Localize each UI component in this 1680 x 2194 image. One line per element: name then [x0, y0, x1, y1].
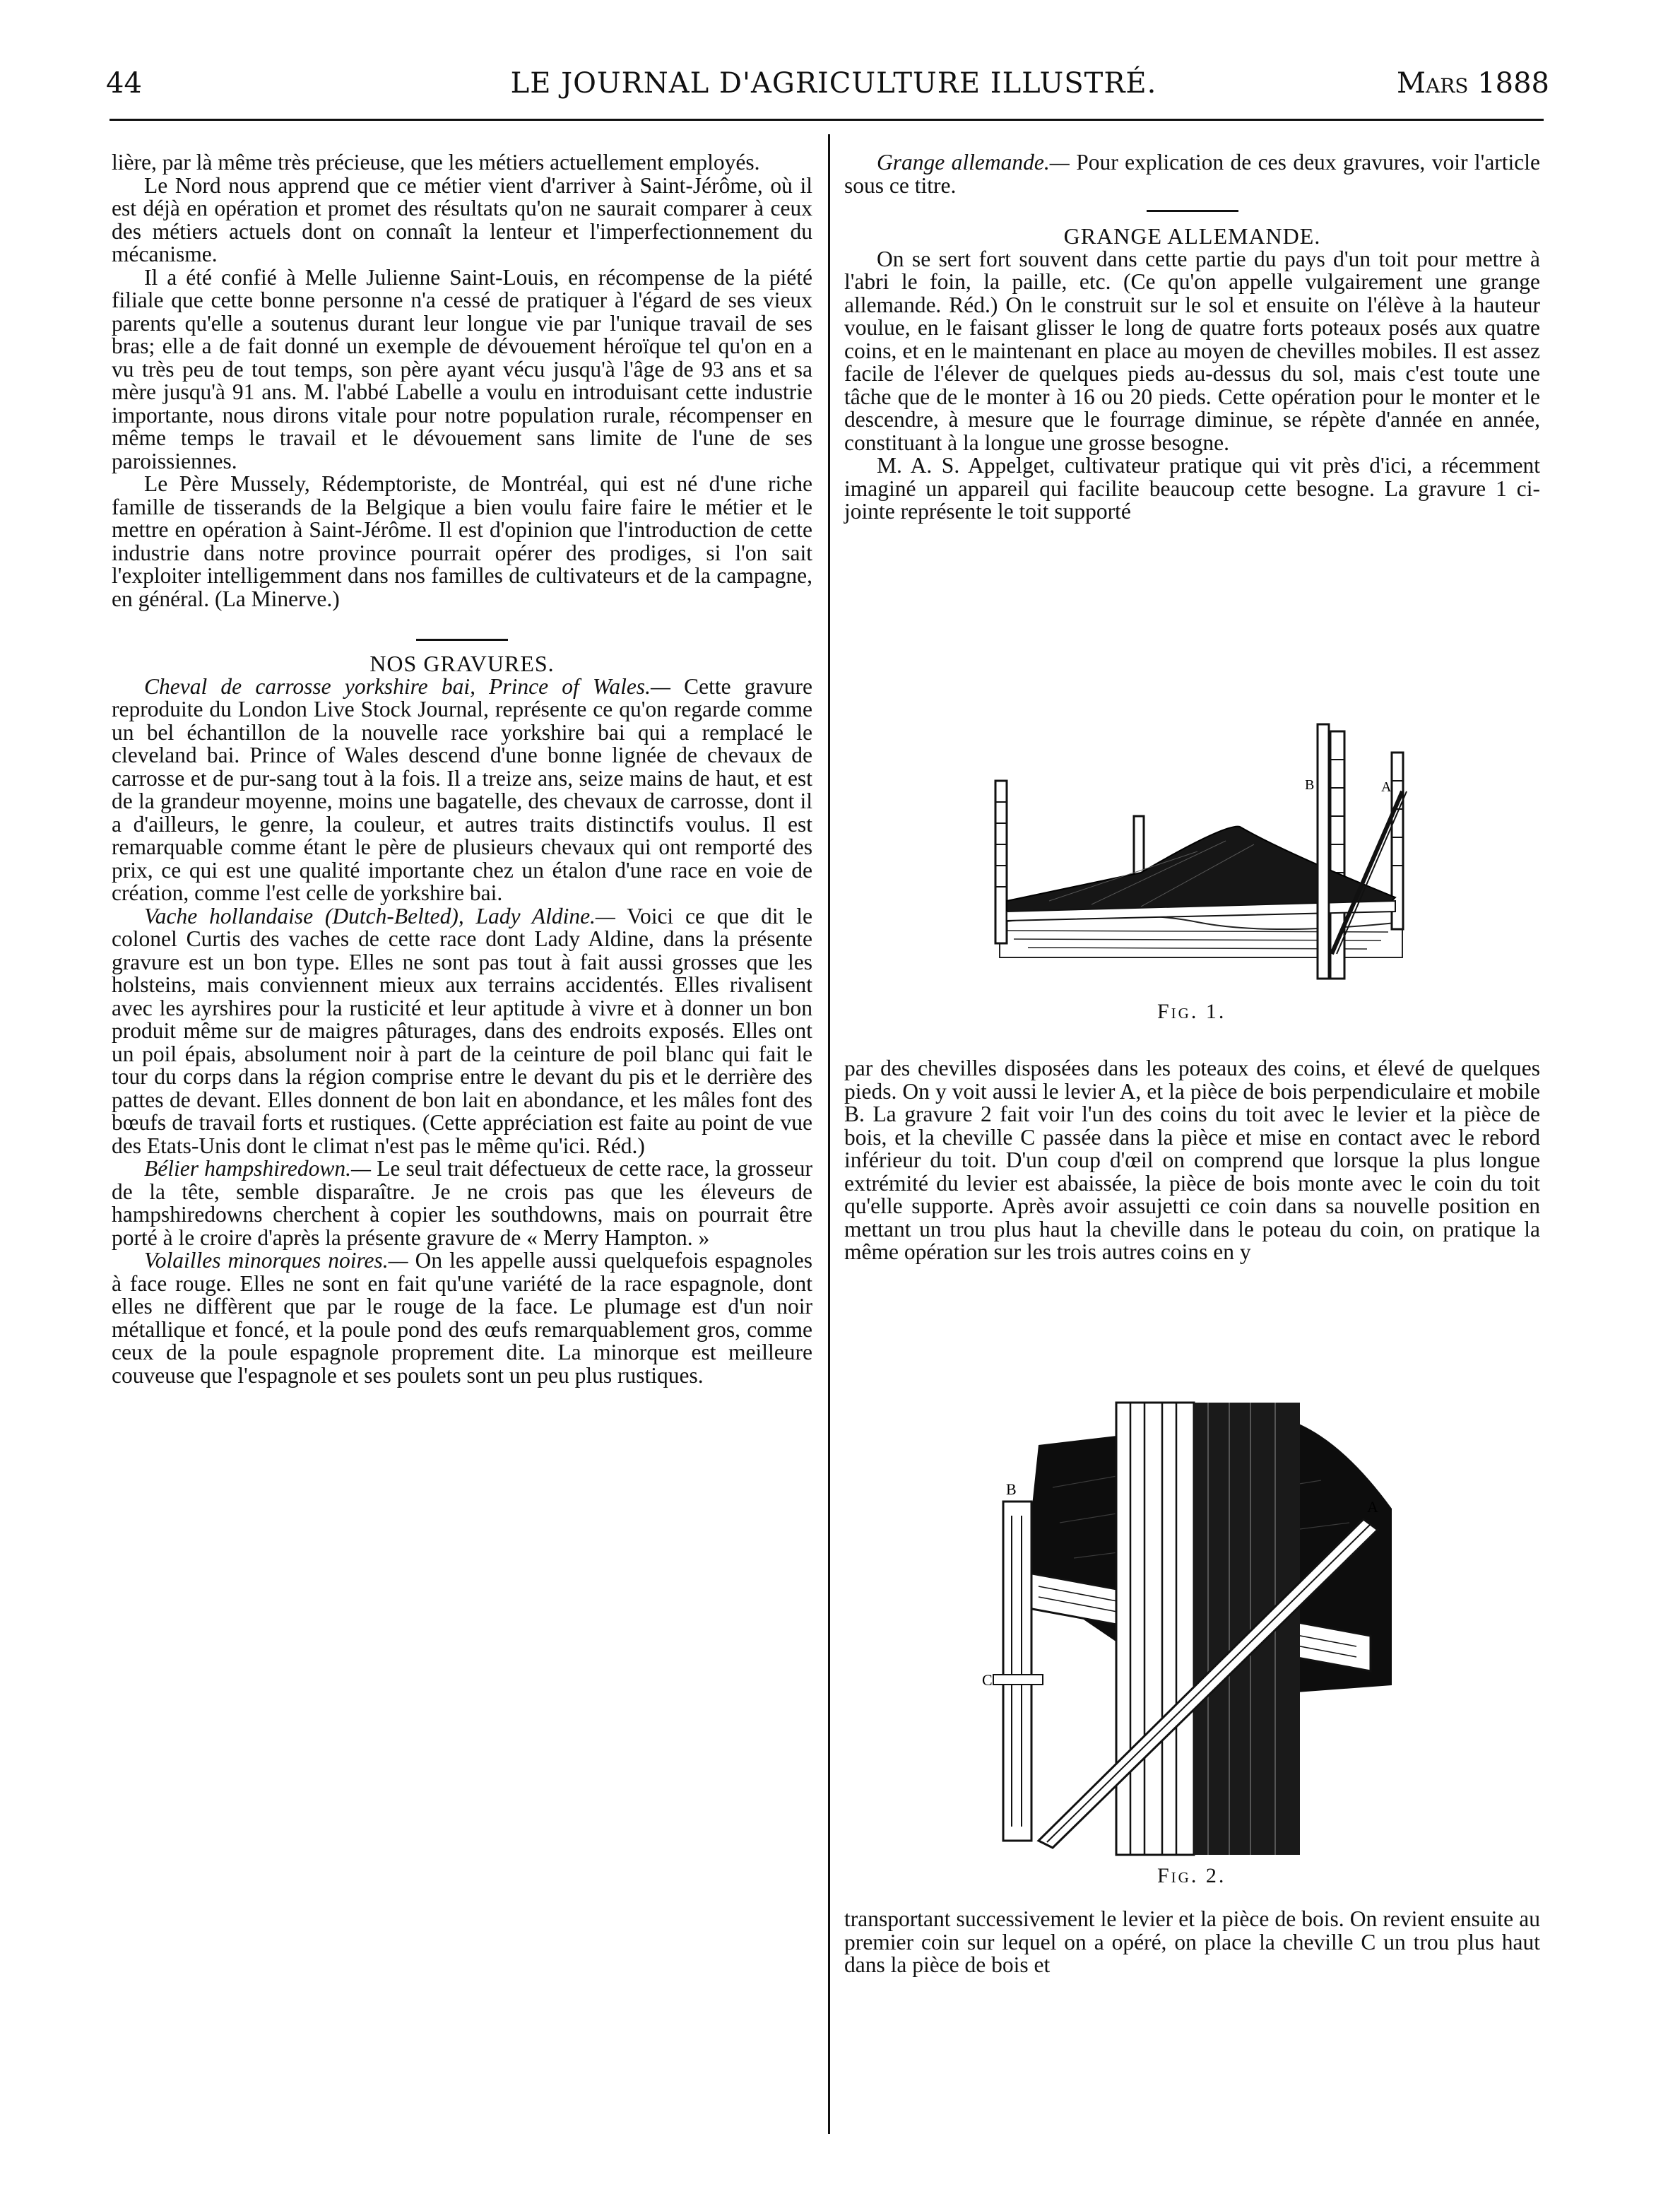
paragraph-vache	[112, 905, 812, 1158]
figure-2-engraving	[982, 1403, 1392, 1855]
item-title: Volailles minorques noires.—	[144, 1248, 408, 1273]
paragraph-volailles	[112, 1249, 812, 1387]
item-title: Bélier hampshiredown.—	[144, 1156, 372, 1181]
paragraph: transportant successivement le levier et la pièce de bois. On revient ensuite au premier coin sur lequel on a opéré, on place la cheville C un trou plus haut dans la pièce de bois et	[844, 1906, 1540, 1977]
fig2-label-b: B	[1006, 1480, 1017, 1498]
item-text: Le seul trait défectueux de cette race, la grosseur de la tête, semble disparaître. Je ne crois pas que les éleveurs de hampshiredowns cherchent à copier les southdowns, mais on pourrait être porté à le croire d'après la présente gravure de « Merry Hampton. »	[112, 1156, 812, 1250]
right-column-middle	[844, 1057, 1540, 1264]
item-title: Cheval de carrosse yorkshire bai, Prince of Wales.—	[144, 673, 670, 699]
item-title: Vache hollandaise (Dutch-Belted), Lady Aldine.—	[144, 903, 615, 928]
item-text: Cette gravure reproduite du London Live Stock Journal, représente ce qu'on regarde comme un bel échantillon de la nouvelle race yorkshire bai qui a remplacé le cleveland bai. Prince of Wales descend d'une bonne lignée de chevaux de carrosse et de pur-sang tout à la fois. Il a treize ans, seize mains de haut, et est de la grandeur moyenne, moins une bagatelle, des chevaux de carrosse, dont il a d'ailleurs, le genre, la couleur, et autres traits distinctifs voulus. Il est remarquable comme étant le père de plusieurs chevaux qui ont remporté des prix, ce qui est une qualité importante chez un étalon d'une race en voie de création, comme l'est celle de yorkshire bai.	[112, 673, 812, 905]
figure-1-caption: Fig. 1.	[1157, 1000, 1226, 1023]
page-number: 44	[106, 67, 142, 100]
fig1-label-b: B	[1305, 777, 1315, 793]
paragraph-intro	[844, 151, 1540, 197]
journal-title: LE JOURNAL D'AGRICULTURE ILLUSTRÉ.	[510, 67, 1157, 100]
fig2-label-c: C	[982, 1671, 993, 1689]
item-text: Pour explication de ces deux gravures, voir l'article sous ce titre.	[844, 150, 1541, 198]
issue-date: Mars 1888	[1397, 67, 1549, 100]
paragraph: lière, par là même très précieuse, que les métiers actuellement employés.	[112, 150, 760, 175]
column-divider	[828, 134, 830, 2134]
header-rule	[110, 119, 1544, 121]
figure-2-caption: Fig. 2.	[1157, 1864, 1226, 1887]
section-heading-grange: GRANGE ALLEMANDE.	[1063, 223, 1321, 249]
right-column-top	[844, 151, 1540, 524]
paragraph-cheval	[112, 673, 812, 905]
section-separator	[416, 639, 508, 641]
item-text: On les appelle aussi quelquefois espagnoles à face rouge. Elles ne sont en fait qu'une variété de la race espagnole, dont elles ne diffèrent que par le rouge de la face. Le plumage est d'un noir métallique et foncé, et la poule pond des œufs remarquablement gros, comme ceux de la poule espagnole proprement dite. La minorque est meilleure couveuse que l'espagnole et ses poulets sont un peu plus rustiques.	[112, 1248, 812, 1388]
paragraph-belier	[112, 1157, 812, 1249]
paragraph: Le Nord nous apprend que ce métier vient d'arriver à Saint-Jérôme, où il est déjà en opération et promet des résultats qu'on ne saurait comparer à ceux des métiers actuels dont on connaît la lenteur et l'imperfectionnement du mécanisme.	[112, 172, 812, 266]
item-title: Grange allemande.—	[877, 150, 1070, 175]
fig1-label-a: A	[1381, 779, 1392, 795]
right-column-bottom	[844, 1908, 1540, 1977]
section-heading-nos-gravures: NOS GRAVURES.	[369, 651, 555, 676]
paragraph: Il a été confié à Melle Julienne Saint-Louis, en récompense de la piété filiale que cette bonne personne n'a cessé de pratiquer à l'égard de ses vieux parents qu'elle a soutenus durant leur longue vie par l'unique travail de ses bras; elle a de fait donné un exemple de dévouement héroïque tel qu'on en a vu très peu de tout temps, son père ayant vécu jusqu'à l'âge de 93 ans et sa mère jusqu'à 91 ans. M. l'abbé Labelle a voulu en introduisant cette industrie importante, nous dirons vitale pour notre population rurale, récompenser en même temps le travail et le dévouement sans limite de l'une de ses paroissiennes.	[112, 264, 812, 473]
item-text: Voici ce que dit le colonel Curtis des vaches de cette race dont Lady Aldine, dans la présente gravure est un bon type. Elles ne sont pas tout à fait aussi grosses que les holsteins, mais conviennent mieux aux terrains accidentés. Elles rivalisent avec les ayrshires pour la rusticité et leur aptitude à vivre et à donner un bon produit même sur de maigres pâturages, dans des endroits exposés. Elles ont un poil épais, absolument noir à part de la ceinture de poil blanc qui fait le tour du corps dans la région comprise entre le devant du pis et le derrière des pattes de devant. Elles donnent de bon lait en abondance, et les mâles font des bœufs de travail forts et rustiques. (Cette appréciation est faite au point de vue des Etats-Unis dont le climat n'est pas le même qu'ici. Réd.)	[112, 903, 813, 1158]
page-header	[0, 67, 1680, 110]
fig2-label-a: A	[1367, 1498, 1378, 1516]
section-separator	[1147, 210, 1238, 212]
left-column	[112, 151, 812, 1387]
paragraph: M. A. S. Appelget, cultivateur pratique qui vit près d'ici, a récemment imaginé un appareil qui facilite beaucoup cette besogne. La gravure 1 ci-jointe représente le toit supporté	[844, 453, 1540, 524]
paragraph: On se sert fort souvent dans cette partie du pays d'un toit pour mettre à l'abri le foin, la paille, etc. (Ce qu'on appelle vulgairement une grange allemande. Réd.) On le construit sur le sol et ensuite on l'élève à la hauteur voulue, en le faisant glisser le long de quatre forts poteaux posés aux quatre coins, et en le maintenant en place au moyen de chevilles mobiles. Il est assez facile de l'élever de quelques pieds au-dessus du sol, mais c'est toute une tâche que de le monter à 16 ou 20 pieds. Cette opération pour le monter et le descendre, à mesure que le fourrage diminue, se répète d'année en année, constituant à la longue une grosse besogne.	[844, 246, 1540, 455]
figure-1-engraving	[986, 710, 1409, 993]
paragraph: par des chevilles disposées dans les poteaux des coins, et élevé de quelques pieds. On y voit aussi le levier A, et la pièce de bois perpendiculaire et mobile B. La gravure 2 fait voir l'un des coins du toit avec le levier et la pièce de bois, et la cheville C passée dans la pièce et mise en contact avec le rebord inférieur du toit. D'un coup d'œil on comprend que lorsque la plus longue extrémité du levier est abaissée, la pièce de bois monte avec le coin du toit qu'elle supporte. Après avoir assujetti ce coin dans sa nouvelle position en mettant un trou plus haut la cheville dans le poteau du coin, on pratique la même opération sur les trois autres coins en y	[844, 1056, 1540, 1264]
paragraph: Le Père Mussely, Rédemptoriste, de Montréal, qui est né d'une riche famille de tisserands de la Belgique a bien voulu faire faire le métier et le mettre en opération à Saint-Jérôme. Il est d'opinion que l'introduction de cette industrie dans notre province pourrait opérer des prodiges, si l'on sait l'exploiter intelligemment dans nos familles de cultivateurs et de la campagne, en général. (La Minerve.)	[112, 471, 812, 611]
